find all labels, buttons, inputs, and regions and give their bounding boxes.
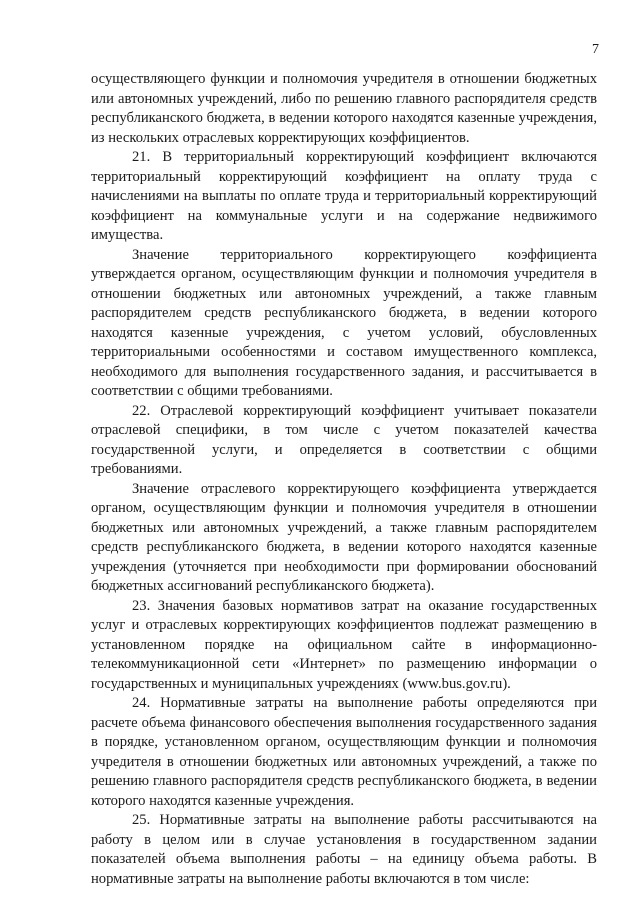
paragraph: 23. Значения базовых нормативов затрат на оказание государственных услуг и отраслевых корректирующих коэффициентов подлежат размещению в установленном порядке на официальном сайте в информационно-телекоммуникационной сети «Интернет» по размещению информации о государственных и муниципальных учреждениях (www.bus.gov.ru).	[91, 597, 597, 692]
paragraph: 22. Отраслевой корректирующий коэффициент учитывает показатели отраслевой специфики, в том числе с учетом показателей качества государственной услуги, и определяется в соответствии с общими требованиями.	[91, 402, 597, 477]
paragraph: 25. Нормативные затраты на выполнение работы рассчитываются на работу в целом или в случае установления в государственном задании показателей объема выполнения работы – на единицу объема работы. В нормативные затраты на выполнение работы включаются в том числе:	[91, 812, 597, 887]
paragraph: 21. В территориальный корректирующий коэффициент включаются территориальный корректирующий коэффициент на оплату труда с начислениями на выплаты по оплате труда и территориальный корректирующий коэффициент на коммунальные услуги и на содержание недвижимого имущества.	[91, 149, 597, 243]
paragraph: осуществляющего функции и полномочия учредителя в отношении бюджетных или автономных учреждений, либо по решению главного распорядителя средств республиканского бюджета, в ведении которого находятся казенные учреждения, из нескольких отраслевых корректирующих коэффициентов.	[91, 71, 597, 146]
page-number: 7	[592, 42, 599, 57]
paragraph: Значение территориального корректирующего коэффициента утверждается органом, осуществляющим функции и полномочия учредителя в отношении бюджетных или автономных учреждений, а также главным распорядителем средств республиканского бюджета, в ведении которого находятся казенные учреждения, с учетом условий, обусловленных территориальными особенностями и составом имущественного комплекса, необходимого для выполнения государственного задания, и рассчитывается в соответствии с общими требованиями.	[91, 246, 597, 399]
paragraph: Значение отраслевого корректирующего коэффициента утверждается органом, осуществляющим функции и полномочия учредителя в отношении бюджетных или автономных учреждений, а также главным распорядителем средств республиканского бюджета, в ведении которого находятся казенные учреждения (уточняется при необходимости при формировании обоснований бюджетных ассигнований республиканского бюджета).	[91, 480, 597, 594]
document-body	[91, 70, 597, 889]
paragraph: 24. Нормативные затраты на выполнение работы определяются при расчете объема финансового обеспечения выполнения государственного задания в порядке, установленном органом, осуществляющим функции и полномочия учредителя в отношении бюджетных или автономных учреждений, а также по решению главного распорядителя средств республиканского бюджета, в ведении которого находятся казенные учреждения.	[91, 695, 597, 809]
